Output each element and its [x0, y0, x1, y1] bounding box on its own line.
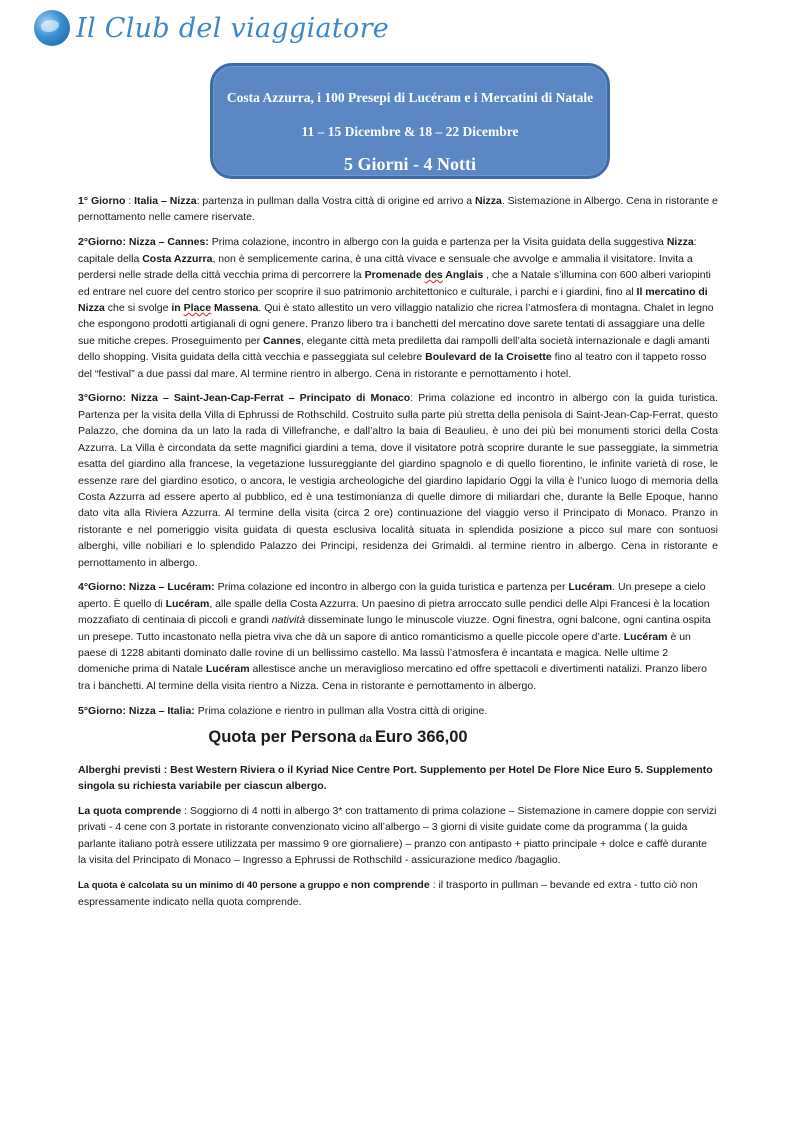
includes-label: La quota comprende	[78, 804, 182, 817]
day1-city: Nizza	[475, 195, 502, 207]
includes-paragraph	[78, 803, 718, 869]
day2-place: des	[424, 269, 443, 282]
day2-place: in	[171, 301, 184, 314]
globe-icon	[34, 10, 70, 46]
day2-place: Anglais	[442, 269, 484, 282]
day4-text: disseminate lungo le minuscole viuzze. Ogni finestra, ogni balcone, ogni cantina ospita un presepe. Tutto incastonato nella pietra viva che dà un sapore di antico romanticismo a quelle piccole opere d’arte.	[78, 614, 711, 643]
day4-paragraph	[78, 579, 718, 694]
day1-paragraph	[78, 193, 718, 226]
price-from: da	[356, 733, 375, 746]
price-label: Quota per Persona	[208, 728, 357, 747]
day5-paragraph	[78, 703, 718, 719]
excludes-paragraph	[78, 877, 718, 911]
day4-place: Lucéram	[165, 597, 210, 610]
day3-text: : Prima colazione ed incontro in albergo con la guida turistica. Partenza per la visita della Villa di Ephrussi de Rothschild. Costruito sulla parte più stretta della penisola di Saint-Jean-Cap-Ferrat, questo Palazzo, che domina da un lato la rada di Villefranche, e dall’altro la baia di Beaulieu, è uno dei più bei monumenti storici della Costa Azzurra. La Villa è circondata da sette magnifici giardini a tema, dove il visitatore potrà scoprire durante le sue passeggiate, la simmetria esatta del giardino alla francese, la vegetazione lussureggiante del giardino spagnolo e di quello fiorentino, le infinite varietà di rose, le essenze rare del giardino esotico, o ancora, le vestigia archeologiche del giardino lapidario Oggi la villa è l’unico luogo di memoria della Costa Azzurra ad essere aperto al pubblico, ed è una testimonianza di quelle dimore di miliardari che, durante la Belle Epoque, hanno dato vita alla Riviera Azzurra. Al termine della visita (circa 2 ore) continuazione del viaggio verso il Principato di Monaco. Pranzo in ristorante e nel pomeriggio visita guidata di questa esclusiva località situata in splendida posizione a picco sul mare con sontuosi alberghi, ville nobiliari e lo splendido Palazzo dei Principi, residenza dei Grimaldi. al termine rientro in albergo. Cena in ristorante e pernottamento in albergo.	[78, 392, 718, 569]
day2-text: che si svolge	[104, 301, 172, 314]
day4-place: Lucéram	[205, 663, 250, 676]
banner-title: Costa Azzurra, i 100 Presepi di Lucéram e i Mercatini di Natale	[226, 90, 594, 105]
day4-text: , alle spalle della Costa Azzurra. Un paesino di pietra arroccato sulle pendici delle Alpi Francesi è la location mozzafiato di centinaia di piccoli e grandi	[78, 597, 710, 627]
day5-text: Prima colazione e rientro in pullman alla Vostra città di origine.	[194, 704, 488, 717]
day4-text: Prima colazione ed incontro in albergo con la guida turistica e partenza per	[214, 581, 569, 594]
day2-paragraph	[78, 234, 718, 382]
logo	[34, 6, 389, 50]
day2-text: , che a Natale s’illumina con 600 alberi variopinti ed entrare nel cuore del centro storico per scoprire il suo patrimonio architettonico e culturale, i parchi e i giardini, fino al	[78, 269, 711, 298]
title-banner	[210, 63, 610, 179]
day4-place: Lucéram	[568, 581, 613, 594]
day4-label: 4°Giorno: Nizza – Lucéram:	[78, 581, 215, 594]
day1-label: 1° Giorno	[78, 195, 126, 207]
day2-place: Cannes	[263, 334, 301, 347]
excludes-intro: La quota è calcolata su un minimo di 40 persone a gruppo e	[78, 880, 351, 892]
day2-text: fino al teatro con il tappeto rosso del “festival” a due passi dal mare. Al termine rientro in albergo. Cena in ristorante e pernottamento i hotel.	[78, 351, 707, 380]
day4-text: allestisce anche un meraviglioso mercatino ed offre spettacoli e divertimenti natalizi. Pranzo libero tra i banchetti. Al termine della visita rientro a Nizza. Cena in ristorante e pernottamento in albergo.	[78, 663, 707, 692]
day2-text: . Qui è stato allestito un vero villaggio natalizio che ricrea l’atmosfera di montagna. Chalet in legno che espongono prodotti artigianali di ogni genere. Pranzo libero tra i banchetti del mercatino dove sarete tentati di assaggiare una delle sue mitiche crepes. Proseguimento per	[78, 301, 714, 347]
day2-place: Il mercatino di Nizza	[78, 285, 708, 314]
day2-text: , elegante città meta prediletta dai rampolli dell’alta società internazionale e dagli amanti dello shopping. Visita guidata della città vecchia e passeggiata sul celebre	[78, 334, 710, 364]
day2-place: Costa Azzurra	[142, 252, 213, 265]
day2-label: 2°Giorno: Nizza – Cannes:	[78, 236, 209, 249]
hotels-text: Alberghi previsti : Best Western Riviera o il Kyriad Nice Centre Port. Supplemento per Hotel De Flore Nice Euro 5. Supplemento singola su richiesta variabile per ciascun albergo.	[78, 763, 713, 792]
itinerary	[78, 193, 718, 919]
day2-text: : capitale della	[78, 236, 697, 265]
day4-text: è un paese di 1228 abitanti dominato dalle rovine di un bellissimo castello. Ma lassù l’atmosfera è incantata e magica. Nelle ultime 2 domeniche prima di Natale	[78, 630, 691, 676]
hotels-paragraph	[78, 762, 718, 795]
day3-label: 3°Giorno: Nizza – Saint-Jean-Cap-Ferrat – Principato di Monaco	[78, 392, 411, 405]
day2-place: Place	[183, 301, 212, 314]
day1-text: . Sistemazione in Albergo. Cena in ristorante e pernottamento nelle camere riservate.	[78, 195, 718, 224]
banner-dates: 11 – 15 Dicembre & 18 – 22 Dicembre	[301, 124, 519, 139]
day4-emphasis: natività	[271, 614, 306, 627]
day1-route: Italia – Nizza	[134, 195, 197, 207]
banner-duration: 5 Giorni - 4 Notti	[344, 154, 476, 174]
price-heading	[78, 729, 718, 747]
day2-text: Prima colazione, incontro in albergo con la guida e partenza per la Visita guidata della suggestiva	[208, 236, 667, 249]
day2-text: , non è semplicemente carina, è una città vivace e sensuale che avvolge e ammalia il visitatore. Invita a perdersi nelle strade della città vecchia prima di percorrere la	[78, 252, 693, 282]
excludes-text: : il trasporto in pullman – bevande ed extra - tutto ciò non espressamente indicato nella quota comprende.	[78, 879, 698, 909]
logo-text: Il Club del viaggiatore	[76, 12, 390, 44]
day2-place: Promenade	[364, 269, 425, 282]
day2-place: Nizza	[666, 236, 694, 249]
day3-paragraph	[78, 390, 718, 570]
day1-text: :	[125, 195, 135, 207]
day4-text: . Un presepe a cielo aperto. È quello di	[78, 581, 706, 610]
day5-label: 5°Giorno: Nizza – Italia:	[78, 704, 195, 717]
day1-text: : partenza in pullman dalla Vostra città di origine ed arrivo a	[196, 195, 475, 207]
price-value: Euro 366,00	[374, 728, 468, 747]
includes-text: : Soggiorno di 4 notti in albergo 3* con trattamento di prima colazione – Sistemazione in camere doppie con servizi privati - 4 cene con 3 portate in ristorante convenzionato vicino all’albergo – 3 giorni di visite guidate come da programma ( la guida parlante italiano potrà essere utilizzata per massimo 9 ore giornaliere) – pranzo con antipasto + piatto principale + dolce e caffè durante la visita del Principato di Monaco – Ingresso a Ephrussi de Rothschild - assicurazione medico /bagaglio.	[78, 804, 717, 867]
day4-place: Lucéram	[623, 630, 668, 643]
excludes-label: non comprende	[350, 879, 430, 892]
day2-place: Massena	[211, 301, 259, 314]
day2-place: Boulevard de la Croisette	[425, 351, 552, 364]
